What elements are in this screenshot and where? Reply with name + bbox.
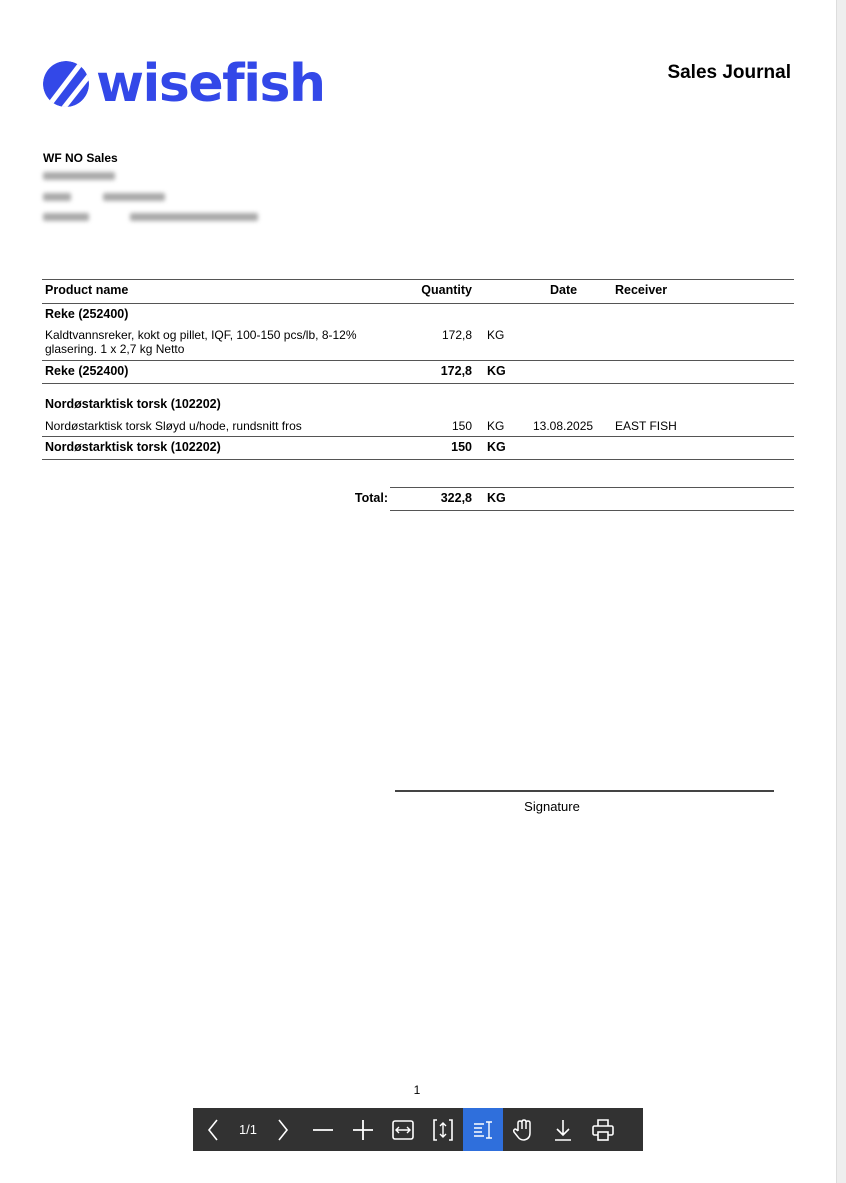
page-indicator: 1/1 (238, 1122, 258, 1137)
header-quantity: Quantity (421, 283, 472, 297)
group-rule (42, 459, 794, 460)
print-icon (591, 1118, 615, 1142)
subtotal-label: Nordøstarktisk torsk (102202) (45, 440, 221, 454)
line-receiver: EAST FISH (615, 419, 677, 433)
total-top-rule (390, 487, 794, 488)
subtotal-unit: KG (487, 364, 506, 378)
document-title: Sales Journal (667, 62, 791, 83)
line-unit: KG (487, 419, 505, 433)
subtotal-quantity: 172,8 (440, 364, 472, 378)
next-page-button[interactable] (263, 1108, 303, 1151)
group-title-text: Reke (252400) (45, 307, 129, 321)
header-product: Product name (45, 283, 129, 297)
print-button[interactable] (583, 1108, 623, 1151)
line-description-1: Kaldtvannsreker, kokt og pillet, IQF, 100-150 pcs/lb, 8-12% (45, 328, 357, 342)
subtotal-quantity: 150 (451, 440, 472, 454)
row-rule (42, 360, 794, 361)
fit-width-icon (391, 1119, 415, 1141)
table-top-rule (42, 279, 794, 280)
signature-label: Signature (524, 799, 580, 814)
total-bottom-rule (390, 510, 794, 511)
line-date: 13.08.2025 (533, 419, 594, 433)
redacted-postcode (43, 193, 71, 201)
prev-page-button[interactable] (193, 1108, 233, 1151)
fit-page-icon (431, 1118, 455, 1142)
download-icon (552, 1118, 574, 1142)
line-quantity: 150 (451, 419, 472, 433)
line-quantity: 172,8 (441, 328, 472, 342)
scrollbar-track[interactable] (836, 0, 846, 1183)
line-description: Nordøstarktisk torsk Sløyd u/hode, rundsnitt fros (45, 419, 302, 433)
signature-line (395, 790, 774, 792)
redacted-address (43, 172, 115, 180)
redacted-vat-number (130, 213, 258, 221)
hand-pan-icon (512, 1118, 534, 1142)
header-receiver: Receiver (615, 283, 668, 297)
line-description-2: glasering. 1 x 2,7 kg Netto (45, 342, 185, 356)
zoom-out-button[interactable] (303, 1108, 343, 1151)
row-rule (42, 436, 794, 437)
fish-logo-icon (42, 60, 90, 108)
header-rule (42, 303, 794, 304)
total-quantity: 322,8 (440, 491, 472, 505)
company-name: WF NO Sales (43, 151, 118, 165)
redacted-city (103, 193, 165, 201)
logo-wordmark: wisefish (96, 54, 325, 114)
total-label: Total: (354, 491, 388, 505)
redacted-vat-label (43, 213, 89, 221)
header-date: Date (550, 283, 578, 297)
pdf-toolbar (193, 1108, 643, 1151)
chevron-left-icon (205, 1118, 221, 1142)
wisefish-logo (42, 56, 325, 112)
zoom-in-icon (352, 1119, 374, 1141)
line-description (45, 328, 357, 356)
page-number: 1 (413, 1083, 421, 1097)
download-button[interactable] (543, 1108, 583, 1151)
line-unit: KG (487, 328, 505, 342)
group-title-text: Nordøstarktisk torsk (102202) (45, 397, 221, 411)
group-rule (42, 383, 794, 384)
total-unit: KG (487, 491, 506, 505)
hand-pan-button[interactable] (503, 1108, 543, 1151)
zoom-out-icon (312, 1119, 334, 1141)
subtotal-label: Reke (252400) (45, 364, 129, 378)
chevron-right-icon (275, 1118, 291, 1142)
fit-page-button[interactable] (423, 1108, 463, 1151)
fit-width-button[interactable] (383, 1108, 423, 1151)
text-select-icon (471, 1119, 495, 1141)
text-select-button[interactable] (463, 1108, 503, 1151)
zoom-in-button[interactable] (343, 1108, 383, 1151)
subtotal-unit: KG (487, 440, 506, 454)
